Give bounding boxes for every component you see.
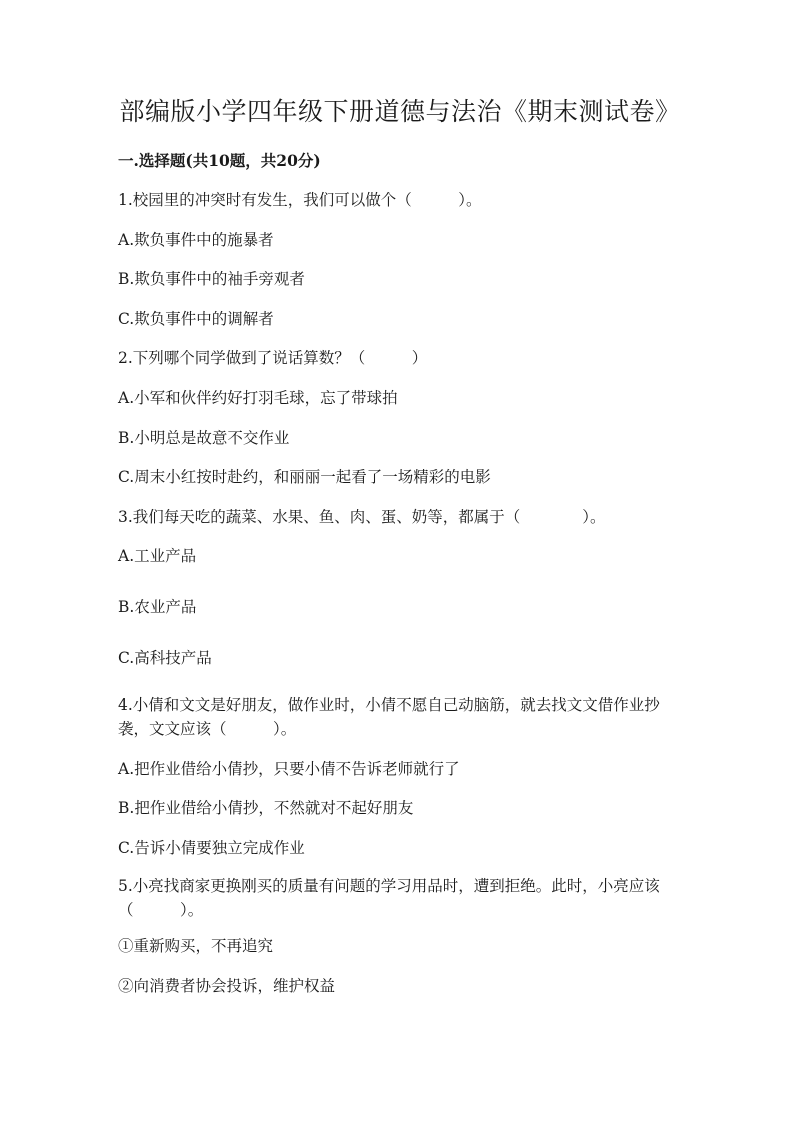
question-3-option-a: A.工业产品 [118, 547, 197, 565]
question-2-stem: 2.下列哪个同学做到了说话算数？（ ） [118, 349, 428, 367]
question-5-option-1: ①重新购买，不再追究 [118, 937, 274, 955]
question-2-option-c: C.周末小红按时赴约，和丽丽一起看了一场精彩的电影 [118, 468, 491, 486]
question-1-option-a: A.欺负事件中的施暴者 [118, 231, 274, 249]
question-3-option-c: C.高科技产品 [118, 649, 212, 667]
question-4-option-a: A.把作业借给小倩抄，只要小倩不告诉老师就行了 [118, 760, 460, 778]
question-5-stem: 5.小亮找商家更换刚买的质量有问题的学习用品时，遭到拒绝。此时，小亮应该（ ）。 [118, 877, 660, 919]
question-3-stem: 3.我们每天吃的蔬菜、水果、鱼、肉、蛋、奶等，都属于（ ）。 [118, 508, 606, 526]
question-5-option-2: ②向消费者协会投诉，维护权益 [118, 977, 336, 995]
question-4-option-c: C.告诉小倩要独立完成作业 [118, 839, 305, 857]
question-1-stem: 1.校园里的冲突时有发生，我们可以做个（ ）。 [118, 191, 482, 209]
question-4-stem: 4.小倩和文文是好朋友，做作业时，小倩不愿自己动脑筋，就去找文文借作业抄袭，文文应该（ ）。 [118, 696, 660, 738]
question-2-option-b: B.小明总是故意不交作业 [118, 429, 290, 447]
question-4-option-b: B.把作业借给小倩抄，不然就对不起好朋友 [118, 799, 414, 817]
question-2-option-a: A.小军和伙伴约好打羽毛球，忘了带球拍 [118, 389, 398, 407]
question-3-option-b: B.农业产品 [118, 598, 197, 616]
question-1-option-c: C.欺负事件中的调解者 [118, 310, 274, 328]
section-heading: 一.选择题(共10题，共20分) [118, 151, 321, 170]
page-title: 部编版小学四年级下册道德与法治《期末测试卷》 [119, 97, 681, 126]
question-1-option-b: B.欺负事件中的袖手旁观者 [118, 270, 305, 288]
